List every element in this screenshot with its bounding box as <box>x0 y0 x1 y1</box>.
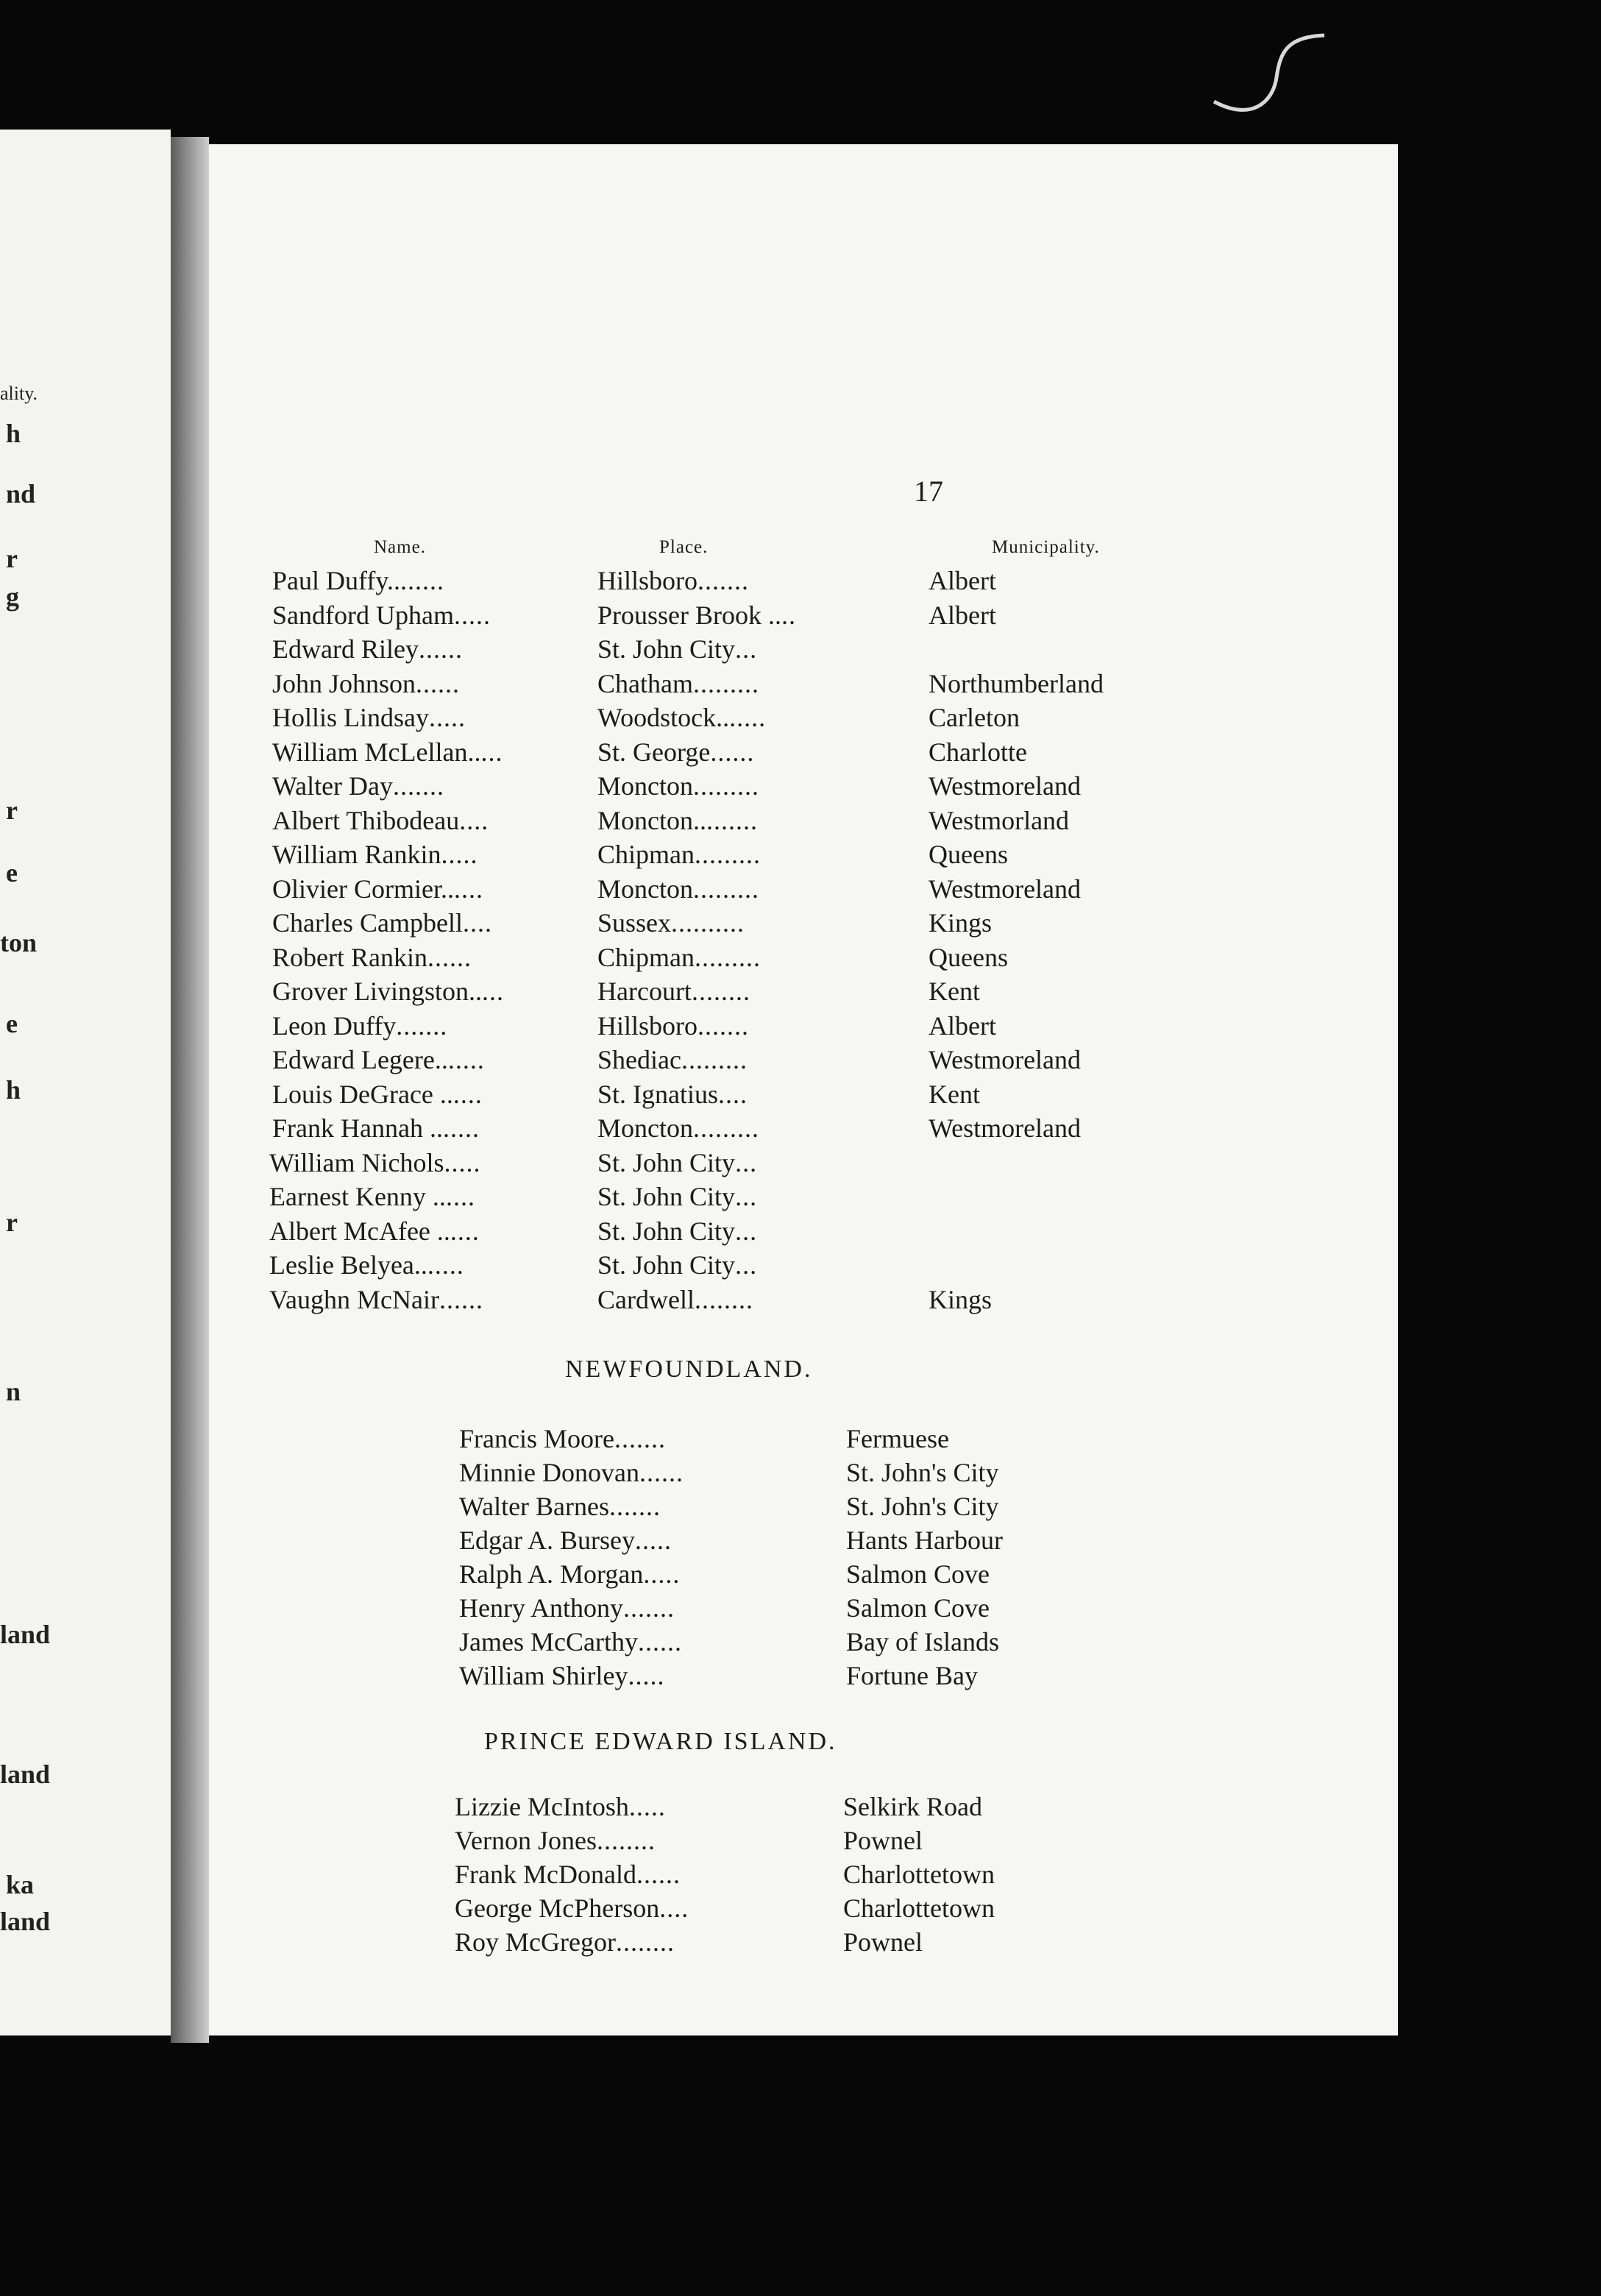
name-cell <box>272 737 503 768</box>
leader-dots: ......... <box>695 942 761 972</box>
municipality-cell <box>929 1010 996 1041</box>
name-cell-text: George McPherson <box>455 1893 660 1923</box>
name-cell-text: Frank McDonald <box>455 1860 636 1889</box>
place-cell-text: St. John City <box>597 634 736 664</box>
place-cell <box>843 1859 995 1890</box>
place-cell-text: Bay of Islands <box>846 1627 999 1657</box>
place-cell <box>843 1927 923 1957</box>
name-cell-text: Walter Day <box>272 771 394 801</box>
name-cell-text: Henry Anthony <box>459 1593 623 1623</box>
leader-dots: ......... <box>681 1045 748 1074</box>
leader-dots: ...... <box>636 1860 681 1889</box>
leader-dots: .... <box>459 805 489 835</box>
place-cell-text: Hants Harbour <box>846 1526 1003 1555</box>
municipality-cell <box>929 976 980 1007</box>
place-cell-text: St. John City <box>597 1250 736 1280</box>
municipality-cell-text: Albert <box>929 566 996 595</box>
leader-dots: .... <box>452 1079 483 1109</box>
name-cell <box>459 1660 665 1691</box>
left-page-fragment: ka <box>6 1870 35 1899</box>
place-cell-text: Charlottetown <box>843 1893 995 1923</box>
name-cell-text: John Johnson <box>272 668 416 698</box>
leader-dots: ... <box>735 1147 758 1177</box>
name-cell-text: Edgar A. Bursey <box>459 1526 635 1555</box>
left-page-fragment: r <box>6 1208 18 1237</box>
left-page-fragment: r <box>6 544 18 573</box>
left-page-fragment: land <box>0 1760 51 1789</box>
leader-dots: ... <box>481 977 504 1006</box>
leader-dots: ........ <box>691 977 750 1006</box>
place-cell-text: Moncton <box>597 771 693 801</box>
name-cell-text: Robert Rankin <box>272 942 427 972</box>
leader-dots: .... <box>462 908 492 938</box>
place-cell-text: St. John's City <box>846 1492 999 1521</box>
hair-curl-mark <box>1207 15 1354 118</box>
municipality-cell <box>929 839 1008 870</box>
name-cell-text: Roy McGregor <box>455 1927 616 1957</box>
place-cell <box>597 737 754 768</box>
left-page-fragment: e <box>6 1009 18 1038</box>
name-cell-text: Hollis Lindsay <box>272 703 429 732</box>
leader-dots: ... <box>735 1216 758 1246</box>
place-cell <box>843 1791 982 1822</box>
place-cell <box>597 1147 757 1178</box>
leader-dots: .... <box>718 1079 748 1109</box>
column-header-name: Name. <box>374 537 426 557</box>
place-cell-text: St. John City <box>597 1216 736 1246</box>
name-cell-text: William Rankin <box>272 840 441 869</box>
place-cell <box>597 1079 748 1110</box>
municipality-cell-text: Westmoreland <box>929 1113 1082 1143</box>
place-cell-text: Charlottetown <box>843 1860 995 1889</box>
municipality-cell-text: Westmoreland <box>929 1045 1082 1074</box>
municipality-cell-text: Westmoreland <box>929 874 1082 904</box>
name-cell <box>272 805 489 836</box>
leader-dots: ..... <box>444 1147 481 1177</box>
page-number: 17 <box>914 475 943 508</box>
name-cell-text: Earnest Kenny .. <box>269 1182 446 1211</box>
place-cell-text: Chatham <box>597 668 693 698</box>
left-facing-page <box>0 130 171 2035</box>
name-cell <box>272 702 466 733</box>
name-cell-text: Francis Moore <box>459 1424 614 1453</box>
leader-dots: ...... <box>637 1627 682 1657</box>
place-cell <box>597 942 761 973</box>
place-cell <box>597 770 759 801</box>
name-cell <box>272 634 463 665</box>
municipality-cell-text: Westmoreland <box>929 771 1082 801</box>
name-cell <box>272 565 444 596</box>
name-cell-text: Lizzie McIntosh <box>455 1792 629 1821</box>
place-cell-text: St. George <box>597 737 711 767</box>
leader-dots: ....... <box>614 1424 666 1453</box>
leader-dots: ..... <box>628 1661 665 1690</box>
newfoundland-heading: NEWFOUNDLAND. <box>565 1356 813 1383</box>
left-page-fragment: land <box>0 1907 51 1936</box>
place-cell-text: Hillsboro <box>597 1010 698 1041</box>
name-cell <box>269 1284 483 1315</box>
place-cell <box>597 1113 759 1144</box>
place-cell-text: Moncton <box>597 1113 693 1143</box>
name-cell <box>459 1491 661 1522</box>
name-cell <box>272 1079 483 1110</box>
place-cell <box>597 1284 753 1315</box>
municipality-cell <box>929 600 996 631</box>
name-cell <box>459 1423 666 1454</box>
name-cell-text: James McCarthy <box>459 1627 638 1657</box>
place-cell-text: Selkirk Road <box>843 1792 982 1821</box>
place-cell <box>846 1626 999 1657</box>
name-cell <box>272 839 478 870</box>
book-gutter <box>171 137 209 2043</box>
municipality-cell <box>929 565 996 596</box>
place-cell-text: St. Ignatius <box>597 1079 719 1109</box>
name-cell-text: Grover Livingston.. <box>272 977 482 1006</box>
municipality-cell-text: Kings <box>929 908 993 938</box>
left-page-fragment: r <box>6 796 18 825</box>
leader-dots: ....... <box>393 771 445 801</box>
name-cell <box>455 1825 656 1856</box>
place-cell <box>846 1559 990 1590</box>
place-cell <box>846 1592 990 1623</box>
place-cell-text: Salmon Cove <box>846 1593 990 1623</box>
place-cell <box>843 1893 995 1924</box>
left-page-fragment: h <box>6 419 21 448</box>
place-cell-text: Fermuese <box>846 1424 949 1453</box>
municipality-cell <box>929 737 1027 768</box>
name-cell-text: Sandford Upham <box>272 600 454 630</box>
leader-dots: ... <box>735 634 758 664</box>
place-cell-text: Cardwell <box>597 1284 695 1314</box>
place-cell-text: St. John City <box>597 1147 736 1177</box>
name-cell-text: Olivier Cormier.. <box>272 874 454 904</box>
name-cell-text: Albert McAfee .. <box>269 1216 450 1246</box>
municipality-cell-text: Kent <box>929 1079 980 1109</box>
municipality-cell <box>929 1044 1081 1075</box>
place-cell <box>597 565 749 596</box>
municipality-cell <box>929 907 992 938</box>
column-header-municipality: Municipality. <box>992 537 1100 557</box>
municipality-cell-text: Carleton <box>929 703 1020 732</box>
page <box>209 144 1398 2035</box>
name-cell <box>455 1893 689 1924</box>
place-cell <box>597 1010 749 1041</box>
leader-dots: ..... <box>441 840 478 869</box>
leader-dots: ......... <box>695 840 761 869</box>
name-cell-text: Paul Duffy.. <box>272 566 400 595</box>
left-page-fragment: ality. <box>0 383 38 404</box>
leader-dots: ..... <box>634 1526 672 1555</box>
place-cell <box>846 1491 999 1522</box>
leader-dots: ..... <box>729 703 767 732</box>
place-cell <box>843 1825 923 1856</box>
name-cell <box>269 1181 475 1212</box>
municipality-cell-text: Queens <box>929 942 1008 972</box>
name-cell <box>459 1457 684 1488</box>
name-cell <box>272 1044 485 1075</box>
municipality-cell <box>929 702 1020 733</box>
place-cell-text: Moncton <box>597 874 693 904</box>
municipality-cell <box>929 942 1008 973</box>
place-cell-text: Sussex <box>597 908 672 938</box>
place-cell-text: Fortune Bay <box>846 1661 978 1690</box>
place-cell-text: St. John's City <box>846 1458 999 1487</box>
municipality-cell-text: Kings <box>929 1284 993 1314</box>
name-cell-text: William McLellan.. <box>272 737 481 767</box>
municipality-cell <box>929 1079 980 1110</box>
municipality-cell-text: Kent <box>929 977 980 1006</box>
leader-dots: ........ <box>615 1927 675 1957</box>
name-cell <box>272 874 483 904</box>
place-cell <box>597 1216 757 1247</box>
place-cell <box>597 976 750 1007</box>
municipality-cell-text: Albert <box>929 1010 996 1041</box>
leader-dots: ... <box>480 737 503 767</box>
leader-dots: ...... <box>427 942 472 972</box>
leader-dots: ...... <box>710 737 755 767</box>
name-cell <box>272 1113 480 1144</box>
municipality-cell <box>929 668 1104 699</box>
leader-dots: ...... <box>416 668 461 698</box>
leader-dots: ...... <box>639 1458 684 1487</box>
column-header-place: Place. <box>659 537 709 557</box>
name-cell <box>272 1010 447 1041</box>
left-page-fragment: g <box>6 582 19 612</box>
place-cell <box>597 634 757 665</box>
leader-dots: ...... <box>400 566 444 595</box>
leader-dots: ..... <box>447 1045 485 1074</box>
leader-dots: ....... <box>697 566 750 595</box>
place-cell-text: Woodstock.. <box>597 703 730 732</box>
leader-dots: .... <box>453 874 483 904</box>
left-page-fragment: n <box>6 1377 21 1406</box>
leader-dots: ....... <box>396 1010 448 1041</box>
name-cell <box>272 770 444 801</box>
name-cell <box>459 1559 680 1590</box>
leader-dots: ..... <box>453 600 491 630</box>
left-page-fragment: land <box>0 1620 51 1649</box>
place-cell <box>597 1181 757 1212</box>
name-cell-text: Ralph A. Morgan <box>459 1559 644 1589</box>
place-cell-text: Chipman <box>597 942 695 972</box>
leader-dots: .... <box>445 1182 475 1211</box>
place-cell <box>597 1044 748 1075</box>
place-cell-text: Prousser Brook .. <box>597 600 781 630</box>
name-cell-text: Edward Legere.. <box>272 1045 448 1074</box>
place-cell <box>597 668 759 699</box>
leader-dots: .... <box>659 1893 689 1923</box>
name-cell-text: Walter Barnes <box>459 1492 610 1521</box>
leader-dots: ...... <box>418 634 463 664</box>
name-cell-text: Leslie Belyea.. <box>269 1250 427 1280</box>
leader-dots: ........ <box>694 1284 753 1314</box>
name-cell-text: Edward Riley <box>272 634 419 664</box>
name-cell <box>272 668 460 699</box>
name-cell <box>272 942 472 973</box>
left-page-fragment: e <box>6 858 18 887</box>
name-cell <box>272 600 491 631</box>
municipality-cell-text: Queens <box>929 840 1008 869</box>
leader-dots: ....... <box>697 1010 750 1041</box>
leader-dots: .... <box>450 1216 480 1246</box>
place-cell-text: Moncton.. <box>597 805 706 835</box>
place-cell-text: Shediac <box>597 1045 681 1074</box>
leader-dots: ..... <box>628 1792 666 1821</box>
name-cell <box>459 1592 675 1623</box>
name-cell-text: William Shirley <box>459 1661 628 1690</box>
left-page-fragment: h <box>6 1075 21 1105</box>
place-cell-text: Chipman <box>597 840 695 869</box>
left-page-fragment: nd <box>6 479 36 509</box>
place-cell-text: Hillsboro <box>597 566 698 595</box>
place-cell <box>846 1423 949 1454</box>
municipality-cell-text: Charlotte <box>929 737 1027 767</box>
name-cell-text: Minnie Donovan <box>459 1458 639 1487</box>
place-cell <box>597 600 796 631</box>
place-cell <box>597 907 745 938</box>
place-cell-text: St. John City <box>597 1182 736 1211</box>
municipality-cell <box>929 1284 992 1315</box>
leader-dots: ....... <box>609 1492 661 1521</box>
name-cell <box>269 1147 481 1178</box>
place-cell <box>846 1660 978 1691</box>
name-cell <box>269 1216 480 1247</box>
name-cell-text: Frank Hannah .. <box>272 1113 443 1143</box>
name-cell <box>459 1525 672 1556</box>
name-cell <box>455 1927 675 1957</box>
place-cell <box>597 702 766 733</box>
municipality-cell-text: Westmorland <box>929 805 1070 835</box>
name-cell-text: William Nichols <box>269 1147 444 1177</box>
name-cell-text: Louis DeGrace .. <box>272 1079 453 1109</box>
name-cell-text: Leon Duffy <box>272 1010 397 1041</box>
name-cell <box>459 1626 682 1657</box>
place-cell <box>597 1250 757 1280</box>
leader-dots: .......... <box>671 908 745 938</box>
place-cell-text: Pownel <box>843 1927 923 1957</box>
pei-heading: PRINCE EDWARD ISLAND. <box>484 1728 837 1755</box>
municipality-cell <box>929 1113 1081 1144</box>
place-cell <box>846 1457 999 1488</box>
name-cell <box>272 907 492 938</box>
leader-dots: ..... <box>429 703 466 732</box>
place-cell <box>597 874 759 904</box>
left-page-fragment: ton <box>0 928 38 957</box>
leader-dots: ..... <box>442 1113 480 1143</box>
leader-dots: ......... <box>692 668 759 698</box>
name-cell <box>455 1859 681 1890</box>
name-cell <box>272 976 504 1007</box>
municipality-cell-text: Albert <box>929 600 996 630</box>
name-cell-text: Vernon Jones <box>455 1826 597 1855</box>
leader-dots: ..... <box>643 1559 681 1589</box>
name-cell-text: Vaughn McNair <box>269 1284 439 1314</box>
place-cell <box>597 805 758 836</box>
leader-dots: .. <box>781 600 796 630</box>
place-cell <box>846 1525 1003 1556</box>
municipality-cell <box>929 874 1081 904</box>
name-cell-text: Albert Thibodeau <box>272 805 460 835</box>
municipality-cell-text: Northumberland <box>929 668 1104 698</box>
leader-dots: ...... <box>439 1284 483 1314</box>
name-cell <box>269 1250 464 1280</box>
municipality-cell <box>929 805 1069 836</box>
place-cell-text: Harcourt <box>597 977 692 1006</box>
name-cell-text: Charles Campbell <box>272 908 463 938</box>
leader-dots: ......... <box>693 874 759 904</box>
place-cell-text: Salmon Cove <box>846 1559 990 1589</box>
place-cell <box>597 839 761 870</box>
place-cell-text: Pownel <box>843 1826 923 1855</box>
leader-dots: ....... <box>706 805 758 835</box>
leader-dots: ......... <box>693 771 759 801</box>
name-cell <box>455 1791 666 1822</box>
leader-dots: ......... <box>693 1113 759 1143</box>
leader-dots: ... <box>735 1182 758 1211</box>
leader-dots: ........ <box>596 1826 656 1855</box>
leader-dots: ..... <box>427 1250 464 1280</box>
leader-dots: ... <box>735 1250 758 1280</box>
leader-dots: ....... <box>622 1593 675 1623</box>
municipality-cell <box>929 770 1081 801</box>
